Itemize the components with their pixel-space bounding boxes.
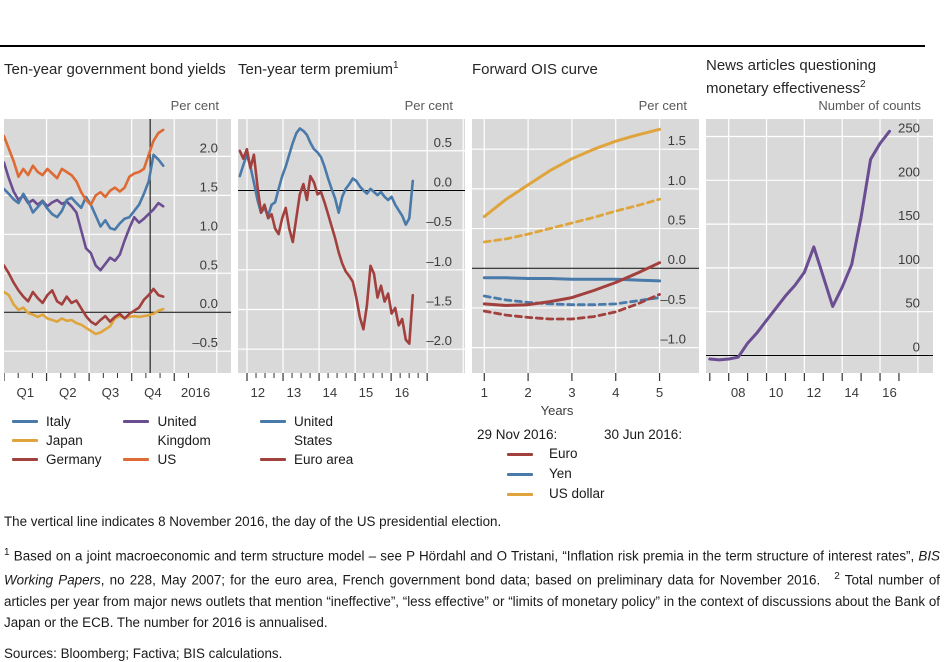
svg-text:–0.5: –0.5 <box>660 291 686 307</box>
legend-label: Euro <box>549 446 578 461</box>
legend-swatch <box>659 473 685 476</box>
legend-item-us <box>123 450 231 469</box>
panel-forward-ois <box>472 56 699 504</box>
svg-text:2016: 2016 <box>180 385 211 400</box>
legend-swatch <box>659 493 685 496</box>
svg-text:1.5: 1.5 <box>199 179 218 195</box>
legend-swatch <box>123 420 149 423</box>
svg-text:–0.5: –0.5 <box>192 335 218 351</box>
svg-text:1.0: 1.0 <box>667 172 686 188</box>
legend-item-italy <box>12 412 123 431</box>
svg-text:0.5: 0.5 <box>199 257 218 273</box>
legend-item-germany <box>12 450 123 469</box>
svg-text:1.0: 1.0 <box>199 218 218 234</box>
chart-title-superscript: 1 <box>393 60 399 71</box>
x-axis-label: Years <box>540 403 574 418</box>
svg-text:100: 100 <box>897 251 920 267</box>
legend-column-2 <box>123 412 231 469</box>
svg-text:14: 14 <box>844 385 859 400</box>
legend-label: Japan <box>46 433 83 448</box>
svg-text:–1.0: –1.0 <box>426 253 452 269</box>
legend-swatch <box>12 439 38 442</box>
footnotes-block <box>4 511 940 662</box>
forward-ois-plot <box>472 119 699 405</box>
svg-text:0.0: 0.0 <box>433 174 452 190</box>
footnote-1-marker: 1 <box>4 547 10 558</box>
chart-title-superscript: 2 <box>859 79 866 90</box>
svg-text:–0.5: –0.5 <box>426 214 452 230</box>
y-axis-unit-label: Per cent <box>170 98 219 113</box>
chart-title-text: Forward OIS curve <box>472 61 598 78</box>
chart-title-text: Ten-year term premium <box>238 61 394 78</box>
svg-text:12: 12 <box>250 385 266 400</box>
legend-label: United States <box>294 414 334 448</box>
svg-text:1: 1 <box>480 385 488 400</box>
footnote-1-and-2 <box>4 542 940 633</box>
svg-text:Q1: Q1 <box>16 385 35 400</box>
svg-text:Q2: Q2 <box>59 385 77 400</box>
svg-text:16: 16 <box>882 385 897 400</box>
svg-text:10: 10 <box>768 385 784 400</box>
svg-text:1.5: 1.5 <box>667 133 686 149</box>
svg-text:0.0: 0.0 <box>199 296 218 312</box>
svg-text:2.0: 2.0 <box>199 140 218 156</box>
legend-swatch <box>123 458 149 461</box>
footnote-election-text: The vertical line indicates 8 November 2016, the day of the US presidential election. <box>4 514 502 529</box>
y-axis-unit-label: Per cent <box>404 98 453 113</box>
panel-news-articles <box>706 56 933 504</box>
legend-header-29-nov-2016: 29 Nov 2016: <box>477 427 558 442</box>
footnote-2-text: Total number of articles per year from major news outlets that mention “ineffective”, “less effective” or “limits of monetary policy” in the context of discussions about the Bank of Japan or the ECB. The number for 2016 is annualised. <box>4 572 940 630</box>
chart-title-text: News articles questioning monetary effectiveness <box>706 57 877 97</box>
svg-text:0.5: 0.5 <box>433 134 452 150</box>
svg-text:5: 5 <box>655 385 664 400</box>
legend-swatch <box>507 493 533 496</box>
panel-bond-yields <box>4 56 231 504</box>
svg-text:16: 16 <box>394 385 410 400</box>
term-premium-legend <box>238 412 465 469</box>
legend-swatch <box>260 458 286 461</box>
legend-column <box>238 412 465 469</box>
svg-text:250: 250 <box>897 120 920 136</box>
svg-text:–2.0: –2.0 <box>426 333 452 349</box>
svg-text:3: 3 <box>568 385 576 400</box>
legend-item-euro <box>472 444 699 464</box>
footnote-2-marker: 2 <box>834 571 840 583</box>
news-articles-plot <box>706 119 933 405</box>
legend-item-euro-area <box>260 450 465 469</box>
svg-text:12: 12 <box>806 385 822 400</box>
legend-header-30-jun-2016: 30 Jun 2016: <box>604 427 683 442</box>
legend-item-united-states <box>260 412 465 450</box>
svg-text:0: 0 <box>912 339 920 355</box>
legend-swatch <box>659 453 685 456</box>
legend-date-headers <box>472 425 699 444</box>
panel-term-premium <box>238 56 465 504</box>
chart-title <box>238 56 465 96</box>
svg-text:15: 15 <box>358 385 374 400</box>
legend-label: Italy <box>46 414 71 429</box>
chart-title <box>706 56 933 96</box>
y-axis-unit-label: Per cent <box>638 98 687 113</box>
svg-text:Q4: Q4 <box>144 385 162 400</box>
legend-label: Yen <box>549 466 572 481</box>
svg-text:–1.0: –1.0 <box>660 331 686 347</box>
legend-item-japan <box>12 431 123 450</box>
legend-item-us-dollar <box>472 484 699 504</box>
legend-item-united-kingdom <box>123 412 231 450</box>
top-rule <box>0 45 925 47</box>
legend-label: United Kingdom <box>157 414 211 448</box>
legend-swatch <box>260 420 286 423</box>
chart-title <box>472 56 699 96</box>
footnote-1-text-a: Based on a joint macroeconomic and term structure model – see P Hördahl and O Tristani, “Inflation risk premia in the term structure of interest rates”, <box>9 548 919 564</box>
svg-text:200: 200 <box>897 164 920 180</box>
legend-columns <box>4 412 231 469</box>
term-premium-plot <box>238 119 465 405</box>
svg-text:0.0: 0.0 <box>667 252 686 268</box>
legend-swatch <box>507 453 533 456</box>
y-axis-unit-label: Number of counts <box>818 98 921 113</box>
chart-title-text: Ten-year government bond yields <box>4 61 226 78</box>
svg-text:2: 2 <box>524 385 532 400</box>
legend-label: US <box>157 452 177 467</box>
legend-label: Euro area <box>294 452 354 467</box>
legend-label: US dollar <box>549 486 605 501</box>
svg-text:4: 4 <box>612 385 620 400</box>
bond-yields-legend <box>4 412 231 469</box>
legend-swatch <box>12 420 38 423</box>
sources-line: Sources: Bloomberg; Factiva; BIS calculations. <box>4 645 283 661</box>
legend-swatch <box>507 473 533 476</box>
footnote-1-text-b: , no 228, May 2007; for the euro area, French government bond data; based on preliminary data for November 2016. <box>100 572 821 588</box>
legend-swatch <box>12 458 38 461</box>
legend-item-yen <box>472 464 699 484</box>
chart-title <box>4 56 231 96</box>
svg-text:14: 14 <box>322 385 338 400</box>
forward-ois-legend <box>472 425 699 504</box>
footnote-1-italic: BIS Working Papers <box>4 548 940 588</box>
legend-column-1 <box>12 412 123 469</box>
svg-text:Q3: Q3 <box>101 385 120 400</box>
svg-text:50: 50 <box>905 295 920 311</box>
svg-text:–1.5: –1.5 <box>426 293 452 309</box>
svg-text:08: 08 <box>730 385 746 400</box>
charts-row <box>4 56 940 504</box>
svg-text:150: 150 <box>897 208 920 224</box>
svg-text:13: 13 <box>286 385 302 400</box>
svg-text:0.5: 0.5 <box>667 212 686 228</box>
legend-label: Germany <box>46 452 102 467</box>
footnote-election-note <box>4 511 940 532</box>
bond-yields-plot <box>4 119 231 405</box>
